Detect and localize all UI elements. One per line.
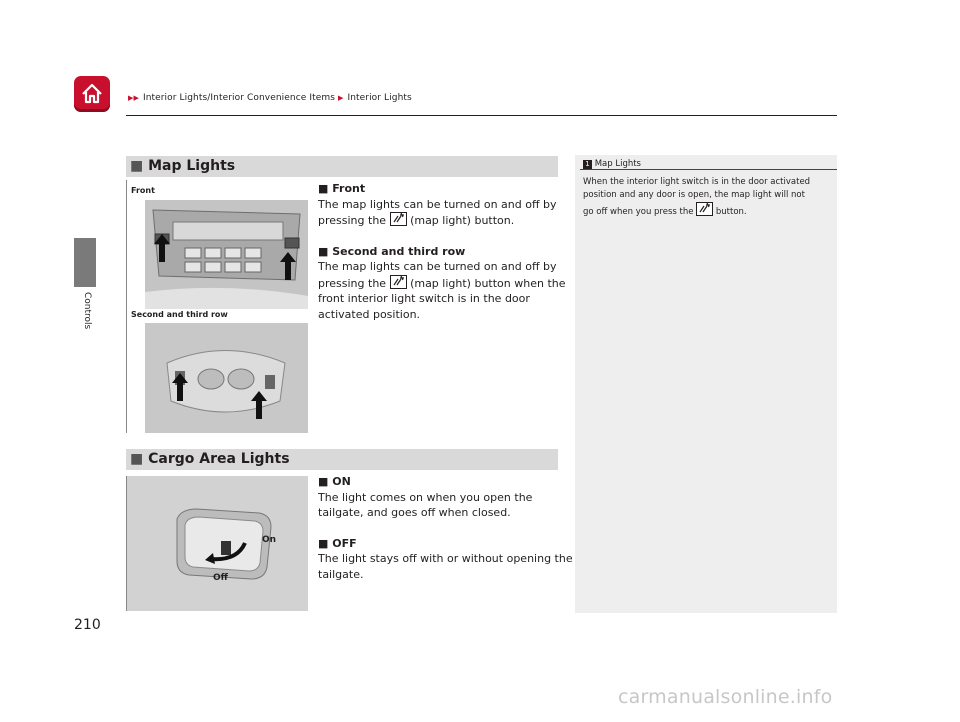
text-line: pressing the [318,214,387,227]
figure-label-on: On [262,535,277,545]
cargo-lights-text: ■ ON The light comes on when you open the tailgate, and goes off when closed. ■ OFF The light stays off with or without opening the tailgate. [318,475,573,581]
front-console-illustration [145,200,308,309]
text-line: pressing the [318,276,387,290]
section-title: Map Lights [148,158,236,174]
map-light-icon [390,275,407,289]
triangle-icon: ▶ [338,94,344,102]
chapter-tab[interactable] [74,238,96,287]
note-number-icon: 1 [583,160,592,169]
text-line: tailgate, and goes off when closed. [318,506,511,519]
subheading-on: ON [332,475,351,488]
header-rule [126,115,837,116]
section-title: Cargo Area Lights [148,451,290,467]
home-button[interactable] [74,76,110,112]
note-line: button. [715,207,747,217]
subheading-front: Front [332,182,366,195]
text-line: front interior light switch is in the door [318,292,530,305]
note-rule [580,169,837,170]
section-header-map-lights: ■ Map Lights [126,156,558,177]
map-light-icon [696,202,713,216]
note-title: 1 Map Lights [583,159,641,169]
breadcrumb-item-parent[interactable]: Interior Lights/Interior Convenience Items [142,93,336,103]
subheading-rear: Second and third row [332,244,466,258]
home-icon [80,82,104,106]
note-line: position and any door is open, the map light will not [583,190,805,200]
text-line: The map lights can be turned on and off by [318,260,557,273]
text-line: (map light) button. [410,214,515,227]
page-number: 210 [74,617,101,633]
text-line: activated position. [318,307,421,321]
figure-label-front: Front [131,186,155,195]
text-line: (map light) button when the [410,276,566,290]
section-header-cargo-lights: ■ Cargo Area Lights [126,449,558,470]
note-line: go off when you press the [583,207,694,217]
text-line: The map lights can be turned on and off by [318,197,557,211]
chapter-label: Controls [82,292,92,330]
map-lights-front-text: ■ Front The map lights can be turned on and off by pressing the (map light) button. ■ Second and third row The map lights can be turned on and off by pressing the (map light) button when the front interior light switch is in the door activated position. [318,182,566,321]
cargo-lights-figure [126,476,308,611]
figure-label-off: Off [213,573,228,583]
figure-label-rear: Second and third row [131,310,228,319]
watermark: carmanualsonline.info [618,686,833,708]
text-line: The light stays off with or without opening the [318,552,573,565]
map-lights-figure [126,180,308,433]
double-triangle-icon: ▶▶ [128,94,139,102]
breadcrumb-item-current[interactable]: Interior Lights [347,93,412,103]
breadcrumb [128,93,412,103]
note-panel [575,155,837,613]
text-line: The light comes on when you open the [318,490,533,504]
rear-console-illustration [145,323,308,433]
text-line: tailgate. [318,567,364,581]
note-line: When the interior light switch is in the door activated [583,177,811,187]
map-light-icon [390,212,407,226]
note-text [583,176,810,219]
subheading-off: OFF [332,536,357,550]
